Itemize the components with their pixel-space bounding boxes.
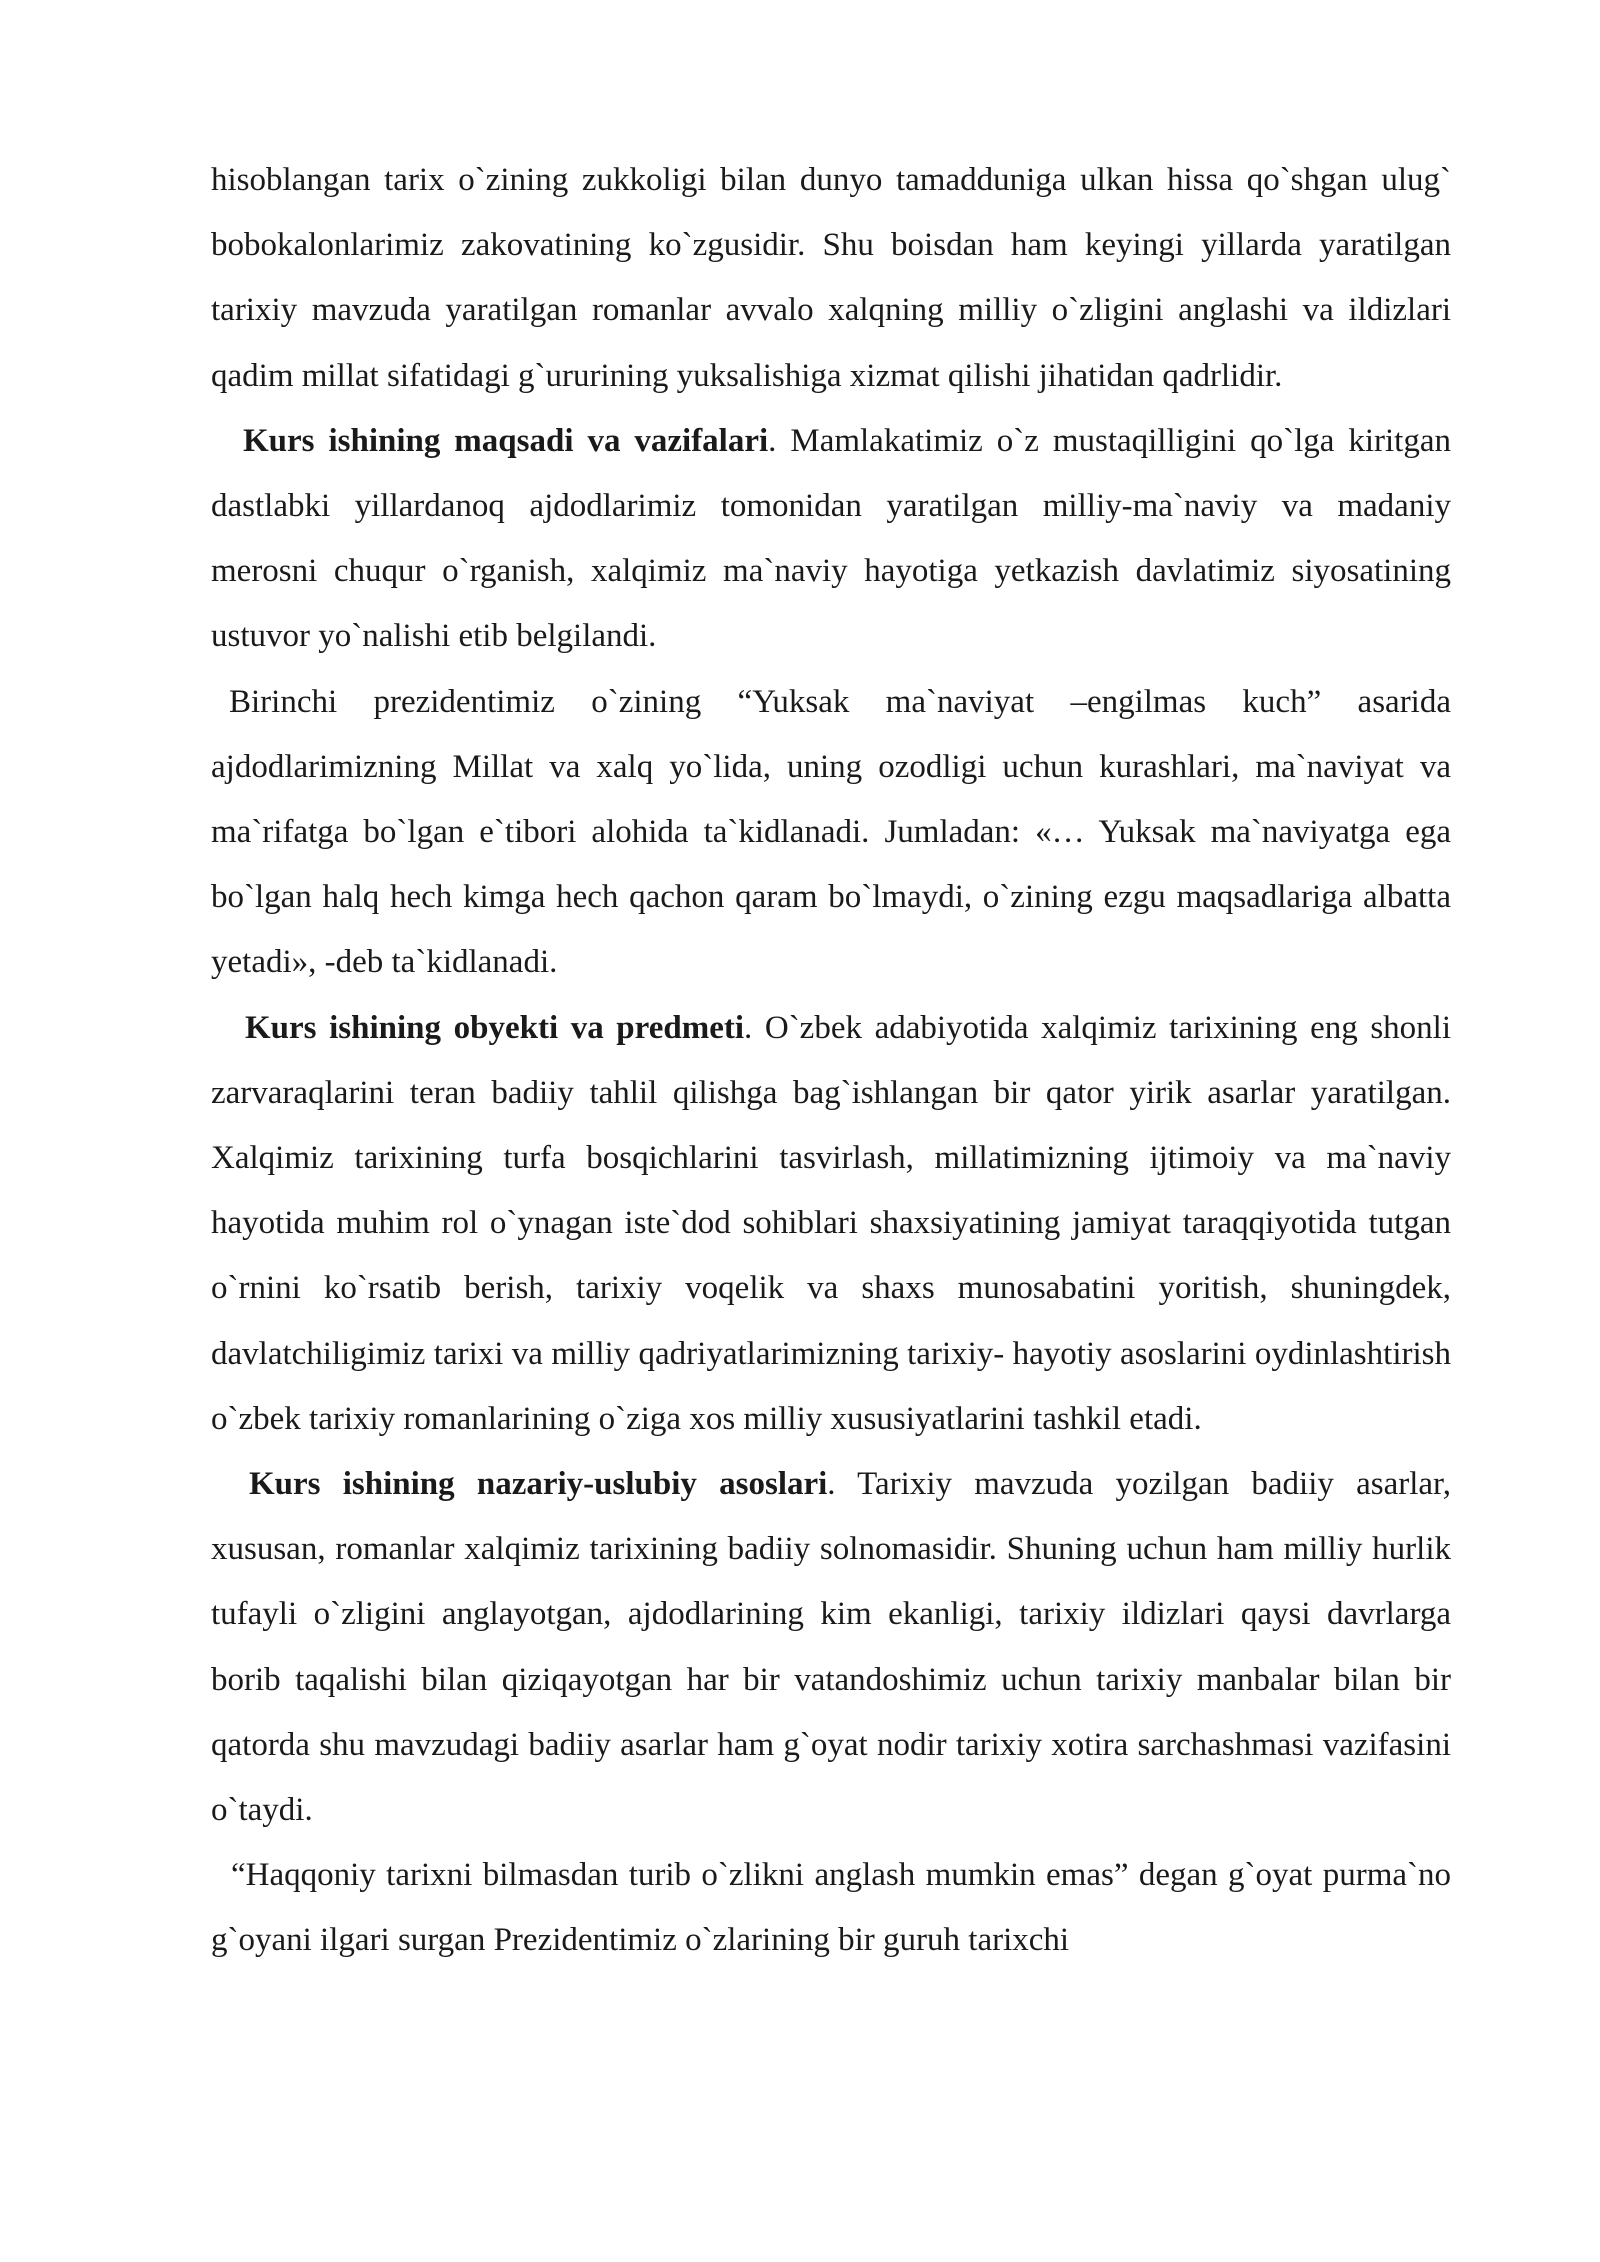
section-heading: Kurs ishining nazariy-uslubiy asoslari: [249, 1466, 828, 1503]
paragraph-president-quote: [211, 670, 1451, 996]
paragraph-text: . O`zbek adabiyotida xalqimiz tarixining eng shonli zarvaraqlarini teran badiiy tahlil qilishga bag`ishlangan bir qator yirik asarlar yaratilgan. Xalqimiz tarixining turfa bosqichlarini tasvirlash, millatimizning ijtimoiy va ma`naviy hayotida muhim rol o`ynagan iste`dod sohiblari shaxsiyatining jamiyat taraqqiyotida tutgan o`rnini ko`rsatib berish, tarixiy voqelik va shaxs munosabatini yoritish, shuningdek, davlatchiligimiz tarixi va milliy qadriyatlarimizning tarixiy- hayotiy asoslarini oydinlashtirish o`zbek tarixiy romanlarining o`ziga xos milliy xususiyatlarini tashkil etadi.: [211, 1009, 1451, 1437]
paragraph-text: . Tarixiy mavzuda yozilgan badiiy asarlar, xususan, romanlar xalqimiz tarixining badiiy solnomasidir. Shuning uchun ham milliy hurlik tufayli o`zligini anglayotgan, ajdodlarining kim ekanligi, tarixiy ildizlari qaysi davrlarga borib taqalishi bilan qiziqayotgan har bir vatandoshimiz uchun tarixiy manbalar bilan bir qatorda shu mavzudagi badiiy asarlar ham g`oyat nodir tarixiy xotira sarchashmasi vazifasini o`taydi.: [211, 1466, 1451, 1829]
paragraph-text: hisoblangan tarix o`zining zukkoligi bilan dunyo tamadduniga ulkan hissa qo`shgan ulug` bobokalonlarimiz zakovatining ko`zgusidir. Shu boisdan ham keyingi yillarda yaratilgan tarixiy mavzuda yaratilgan romanlar avvalo xalqning milliy o`zligini anglashi va ildizlari qadim millat sifatidagi g`ururining yuksalishiga xizmat qilishi jihatidan qadrlidir.: [211, 162, 1451, 394]
paragraph-goals: [211, 409, 1451, 670]
paragraph-text: “Haqqoniy tarixni bilmasdan turib o`zlikni anglash mumkin emas” degan g`oyat purma`no g`oyani ilgari surgan Prezidentimiz o`zlarining bir guruh tarixchi: [211, 1857, 1451, 1959]
paragraph-text: Birinchi prezidentimiz o`zining “Yuksak ma`naviyat –engilmas kuch” asarida ajdodlarimizning Millat va xalq yo`lida, uning ozodligi uchun kurashlari, ma`naviyat va ma`rifatga bo`lgan e`tibori alohida ta`kidlanadi. Jumladan: «… Yuksak ma`naviyatga ega bo`lgan halq hech kimga hech qachon qaram bo`lmaydi, o`zining ezgu maqsadlariga albatta yetadi», -deb ta`kidlanadi.: [211, 683, 1451, 981]
paragraph-object-subject: [211, 996, 1451, 1452]
section-heading: Kurs ishining maqsadi va vazifalari: [243, 422, 769, 459]
paragraph-text: . Mamlakatimiz o`z mustaqilligini qo`lga kiritgan dastlabki yillardanoq ajdodlarimiz tomonidan yaratilgan milliy-ma`naviy va madaniy merosni chuqur o`rganish, xalqimiz ma`naviy hayotiga yetkazish davlatimiz siyosatining ustuvor yo`nalishi etib belgilandi.: [211, 422, 1451, 655]
document-page: [211, 148, 1451, 1974]
paragraph-history-quote: [211, 1843, 1451, 1973]
paragraph-methodology: [211, 1452, 1451, 1843]
paragraph-intro: [211, 148, 1451, 409]
section-heading: Kurs ishining obyekti va predmeti: [245, 1009, 745, 1046]
